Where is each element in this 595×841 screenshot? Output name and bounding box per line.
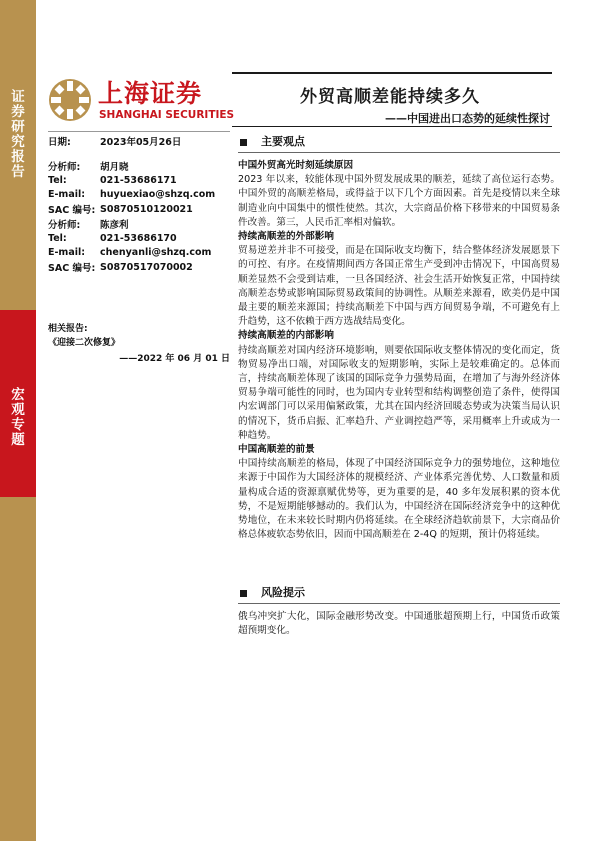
tel-row	[48, 231, 238, 246]
title-top-rule	[232, 72, 552, 74]
section-rule	[238, 603, 560, 604]
tel-label: Tel:	[48, 232, 67, 244]
email-row	[48, 246, 238, 261]
section-rule	[238, 152, 560, 153]
subsection-paragraph: 持续高顺差对国内经济环境影响，则要依国际收支整体情况的变化而定，货物贸易净出口端，对国际收支的短期影响，实际上是较难确定的。总体而言，持续高顺差体现了该国的国际竞争力强势局面，在增加了与海外经济体贸易争端可能性的同时，也为国内专业转型和结构调整创造了条件，使得国内宏调部门可以采用偏紧政策，尤其在国内经济回暖态势或为决策当局认识的情况下，货币启振、汇率趋升、产业调控趋严等，采用概率上升或成为一种趋势。	[238, 344, 560, 441]
square-bullet-icon	[240, 590, 247, 597]
tel-label: Tel:	[48, 174, 67, 186]
sac-label: SAC 编号:	[48, 263, 96, 275]
square-bullet-icon	[240, 139, 247, 146]
company-logo	[48, 78, 238, 122]
email-label: E-mail:	[48, 247, 86, 259]
subsection-heading: 中国外贸高光时刻延续原因	[238, 160, 354, 171]
subsection-heading: 持续高顺差的内部影响	[238, 330, 334, 342]
logo-cn-text: 上海证券	[98, 79, 203, 108]
analyst-tel: 021-53686171	[100, 174, 177, 186]
analyst-row	[48, 217, 238, 232]
analyst-email[interactable]: chenyanli@shzq.com	[100, 247, 212, 259]
analyst-name: 陈彦利	[100, 219, 129, 231]
sac-label: SAC 编号:	[48, 205, 96, 217]
date-row	[48, 134, 238, 149]
related-date: ——2022 年 06 月 01 日	[119, 354, 230, 364]
analyst-sac: S0870510120021	[100, 203, 193, 215]
date-label: 日期:	[48, 137, 71, 149]
sac-row	[48, 260, 238, 275]
tel-row	[48, 173, 238, 188]
related-reports	[48, 322, 230, 366]
main-points-header	[238, 134, 560, 150]
main-points-section	[238, 134, 560, 542]
sac-row	[48, 202, 238, 217]
analyst-row	[48, 159, 238, 174]
meta-top-rule	[48, 131, 230, 132]
risk-paragraph: 俄乌冲突扩大化，国际金融形势改变。中国通胀超预期上行，中国货币政策超预期变化。	[238, 611, 560, 637]
analyst-email[interactable]: huyuexiao@shzq.com	[100, 189, 216, 201]
related-heading: 相关报告:	[48, 324, 88, 334]
risk-heading: 风险提示	[261, 585, 305, 599]
report-subtitle: ——中国进出口态势的延续性探讨	[385, 112, 550, 125]
subsection-paragraph: 中国持续高顺差的格局，体现了中国经济国际竞争力的强势地位，这种地位来源于中国作为大国经济体的规模经济、产业体系完善优势、人口数量和质量构成合适的资源禀赋优势等，更为重要的是，40 多年发展积累的资本优势，不是短期能够撼动的。我们认为，中国经济在国际经济竞争中的这种优势地位，在未来较长时期内仍将延续。在全球经济趋软前景下，大宗商品价格总体疲软态势依旧，因而中国高顺差在 2-4Q 的短期，预计仍将延续。	[238, 458, 560, 541]
main-points-heading: 主要观点	[261, 134, 305, 148]
subsection-paragraph: 贸易逆差并非不可接受，而是在国际收支均衡下，结合整体经济发展愿景下的可控、有序。在疫情期间西方各国正常生产受到冲击情况下，中国高贸易顺差显然不会受到诘难，一旦各国经济、社会生活开始恢复正常，中国持续高顺差态势或影响国际贸易政策间的协调性。从顺差来源看，欧美仍是中国最主要的顺差来源国；持续高顺差下中国与西方间贸易争端，不可避免有上升趋势，这不依赖于西方选战结局变化。	[238, 245, 560, 328]
logo-emblem-icon	[48, 78, 92, 122]
related-item[interactable]: 《迎接二次修复》	[48, 338, 121, 348]
risk-section	[238, 585, 560, 638]
subsection-paragraph: 2023 年以来，较能体现中国外贸发展成果的顺差，延续了高位运行态势。中国外贸的高顺差格局，或得益于以下几个方面因素。首先是疫情以来全球制造业向中国集中的惯性使然。其次，大宗商品价格下移带来的中国贸易条件改善。第三，人民币汇率相对偏软。	[238, 174, 560, 228]
report-title: 外贸高顺差能持续多久	[300, 87, 480, 107]
sidebar-top-label: 证券研究报告	[11, 89, 25, 180]
analyst-label: 分析师:	[48, 161, 81, 173]
logo-en-text: SHANGHAI SECURITIES	[99, 109, 235, 121]
subsection-heading: 持续高顺差的外部影响	[238, 231, 334, 243]
sidebar-mid-label: 宏观专题	[11, 387, 25, 448]
subtitle-rule	[232, 126, 552, 127]
report-meta	[48, 134, 238, 275]
email-label: E-mail:	[48, 189, 86, 201]
risk-header	[238, 585, 560, 601]
analyst-sac: S0870517070002	[100, 261, 193, 273]
email-row	[48, 188, 238, 203]
report-date: 2023年05月26日	[100, 137, 182, 149]
analyst-name: 胡月晓	[100, 161, 129, 173]
analyst-label: 分析师:	[48, 219, 81, 231]
subsection-heading: 中国高顺差的前景	[238, 444, 315, 456]
analyst-tel: 021-53686170	[100, 232, 177, 244]
